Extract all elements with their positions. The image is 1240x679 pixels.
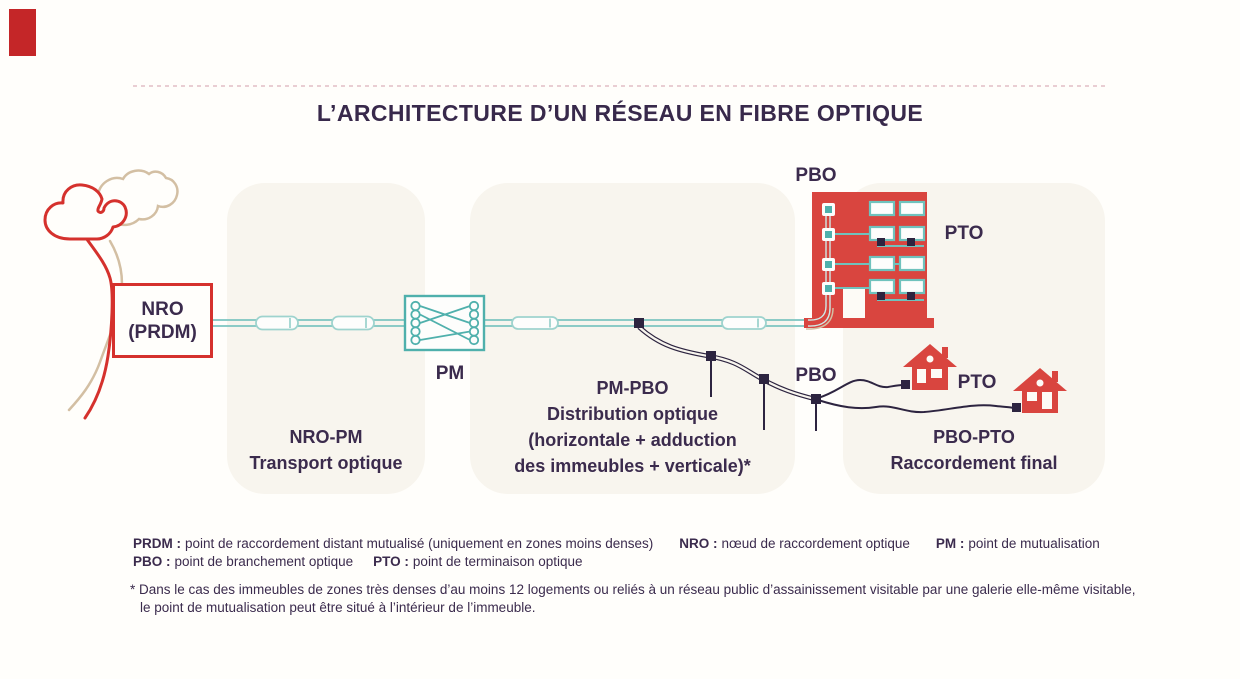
footnote-line-1: * Dans le cas des immeubles de zones très denses d’au moins 12 logements ou reliés à un réseau public d’assainissement visitable par une galerie elle-même visitable, [130, 582, 1136, 597]
house-icon-1 [903, 344, 957, 390]
segment-detail-2: des immeubles + verticale)* [514, 456, 751, 476]
footnote-line-2: le point de mutualisation peut être situé à l’intérieur de l’immeuble. [140, 600, 536, 615]
nro-label-line1: NRO [141, 298, 184, 320]
legend-row-2 [133, 553, 583, 570]
segment-title: PM-PBO [596, 378, 669, 398]
building-icon [804, 192, 934, 329]
segment-title: NRO-PM [289, 427, 363, 447]
segment-subtitle: Raccordement final [890, 453, 1058, 473]
segment-label-pm-pbo [470, 375, 795, 479]
pto-building-label: PTO [944, 223, 984, 244]
pm-box [405, 296, 484, 350]
legend-row-1 [133, 535, 1100, 552]
house-icon-2 [1013, 368, 1067, 413]
legend-item-prdm: PRDM : point de raccordement distant mutualisé (uniquement en zones moins denses) [133, 536, 654, 551]
segment-subtitle: Distribution optique [547, 404, 718, 424]
segment-label-nro-pm [227, 424, 425, 476]
pbo-building-label: PBO [795, 165, 837, 186]
legend-item-pm: PM : point de mutualisation [935, 536, 1100, 551]
pm-label: PM [435, 363, 465, 384]
segment-label-pbo-pto [843, 424, 1105, 476]
pto-houses-label: PTO [957, 372, 997, 393]
nro-label-line2: (PRDM) [128, 321, 197, 343]
footnote [130, 581, 1136, 617]
segment-title: PBO-PTO [933, 427, 1015, 447]
red-tail [85, 238, 112, 418]
splice-capsules [256, 317, 766, 330]
legend-item-pto: PTO : point de terminaison optique [373, 554, 583, 569]
pbo-street-label: PBO [795, 365, 837, 386]
legend-item-nro: NRO : nœud de raccordement optique [679, 536, 910, 551]
segment-detail-1: (horizontale + adduction [528, 430, 737, 450]
red-cloud-icon [45, 185, 126, 239]
segment-subtitle: Transport optique [249, 453, 403, 473]
legend-item-pbo: PBO : point de branchement optique [133, 554, 354, 569]
nro-box [112, 283, 213, 358]
page-title: L’ARCHITECTURE D’UN RÉSEAU EN FIBRE OPTIQUE [316, 100, 924, 126]
